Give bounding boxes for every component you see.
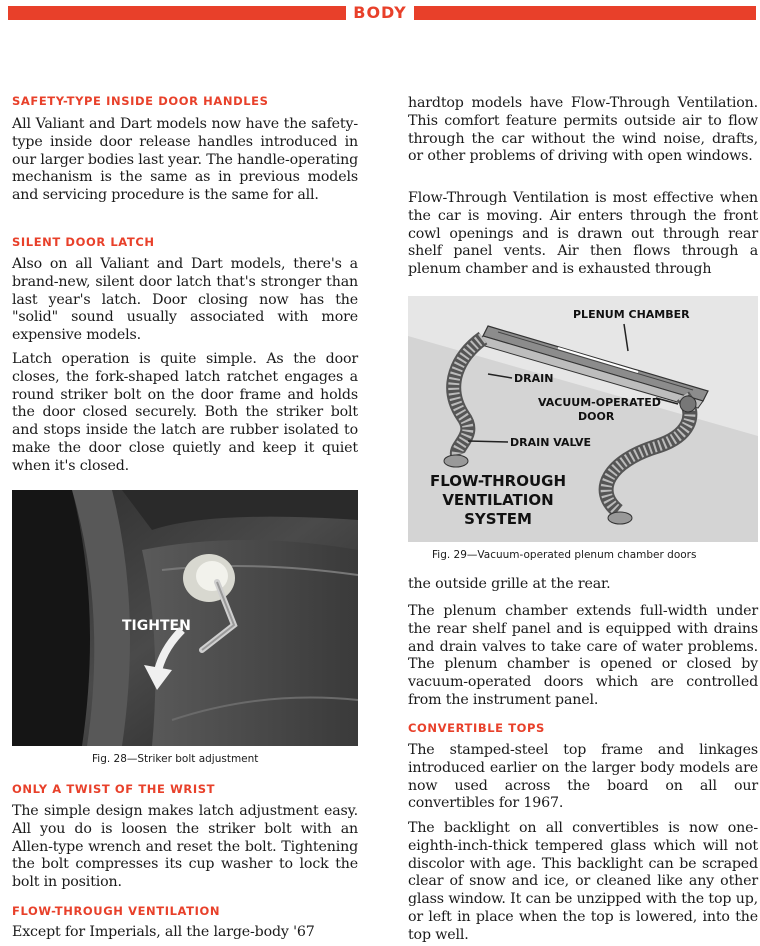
heading-convertible-tops: CONVERTIBLE TOPS bbox=[408, 721, 545, 735]
paragraph-flow-through-cont: hardtop models have Flow-Through Ventilation. This comfort feature permits outside air to flow through the car without the wind noise, drafts, or other problems of driving with open windows. bbox=[408, 95, 758, 165]
diagram-label-drain-valve: DRAIN VALVE bbox=[510, 436, 592, 449]
fig28-caption: Fig. 28—Striker bolt adjustment bbox=[92, 753, 259, 765]
paragraph-silent-latch: Also on all Valiant and Dart models, there's a brand-new, silent door latch that's stronger than last year's latch. Door closing now has the "solid" sound usually associated with more expensive models. bbox=[12, 256, 358, 344]
diagram-title-line-2: VENTILATION bbox=[442, 491, 554, 509]
paragraph-plenum-chamber: The plenum chamber extends full-width under the rear shelf panel and is equipped with drains and drain valves to take care of water problems. The plenum chamber is opened or closed by vacuum-operated doors which are controlled from the instrument panel. bbox=[408, 603, 758, 708]
paragraph-flow-through-start: Except for Imperials, all the large-body '67 bbox=[12, 924, 315, 940]
heading-twist-wrist: ONLY A TWIST OF THE WRIST bbox=[12, 782, 216, 796]
heading-safety-handles: SAFETY-TYPE INSIDE DOOR HANDLES bbox=[12, 94, 269, 108]
plenum-chamber-diagram bbox=[408, 296, 758, 542]
diagram-title-line-1: FLOW-THROUGH bbox=[429, 472, 567, 490]
paragraph-latch-operation: Latch operation is quite simple. As the door closes, the fork-shaped latch ratchet engages a round striker bolt on the door frame and holds the door closed securely. Both the striker bolt and stops inside the latch are rubber isolated to make the door close quietly and keep it quiet when it's closed. bbox=[12, 351, 358, 474]
diagram-label-drain: DRAIN bbox=[514, 372, 554, 385]
paragraph-backlight: The backlight on all convertibles is now one-eighth-inch-thick tempered glass which will not discolor with age. This backlight can be scraped clear of snow and ice, or cleaned like any other glass window. It can be unzipped with the top up, or left in place when the top is lowered, into the top well. bbox=[408, 820, 758, 943]
heading-silent-latch: SILENT DOOR LATCH bbox=[12, 235, 155, 249]
header-rule-left bbox=[8, 6, 346, 20]
paragraph-latch-adjustment: The simple design makes latch adjustment easy. All you do is loosen the striker bolt with an Allen-type wrench and reset the bolt. Tightening the bolt compresses its cup washer to lock the bolt in position. bbox=[12, 803, 358, 891]
heading-flow-through: FLOW-THROUGH VENTILATION bbox=[12, 904, 221, 918]
striker-bolt-photo bbox=[12, 490, 358, 746]
paragraph-outside-grille: the outside grille at the rear. bbox=[408, 576, 611, 592]
section-title: BODY bbox=[353, 3, 407, 22]
striker-bolt-illustration bbox=[12, 490, 358, 746]
plenum-diagram-illustration bbox=[408, 296, 758, 542]
diagram-label-plenum: PLENUM CHAMBER bbox=[573, 308, 690, 321]
paragraph-safety-handles: All Valiant and Dart models now have the safety-type inside door release handles introduced in our larger bodies last year. The handle-operating mechanism is the same as in previous models and servicing procedure is the same for all. bbox=[12, 116, 358, 204]
header-rule-right bbox=[414, 6, 756, 20]
fig29-caption: Fig. 29—Vacuum-operated plenum chamber doors bbox=[432, 549, 697, 561]
diagram-title-line-3: SYSTEM bbox=[464, 510, 532, 528]
diagram-label-vacuum: VACUUM-OPERATED bbox=[538, 396, 661, 409]
diagram-label-door: DOOR bbox=[578, 410, 615, 423]
paragraph-ventilation-effective: Flow-Through Ventilation is most effective when the car is moving. Air enters through the front cowl openings and is drawn out through rear shelf panel vents. Air then flows through a plenum chamber and is exhausted through bbox=[408, 190, 758, 278]
photo-label-tighten: TIGHTEN bbox=[122, 618, 191, 634]
paragraph-top-frame: The stamped-steel top frame and linkages introduced earlier on the larger body models are now used across the board on all our convertibles for 1967. bbox=[408, 742, 758, 812]
